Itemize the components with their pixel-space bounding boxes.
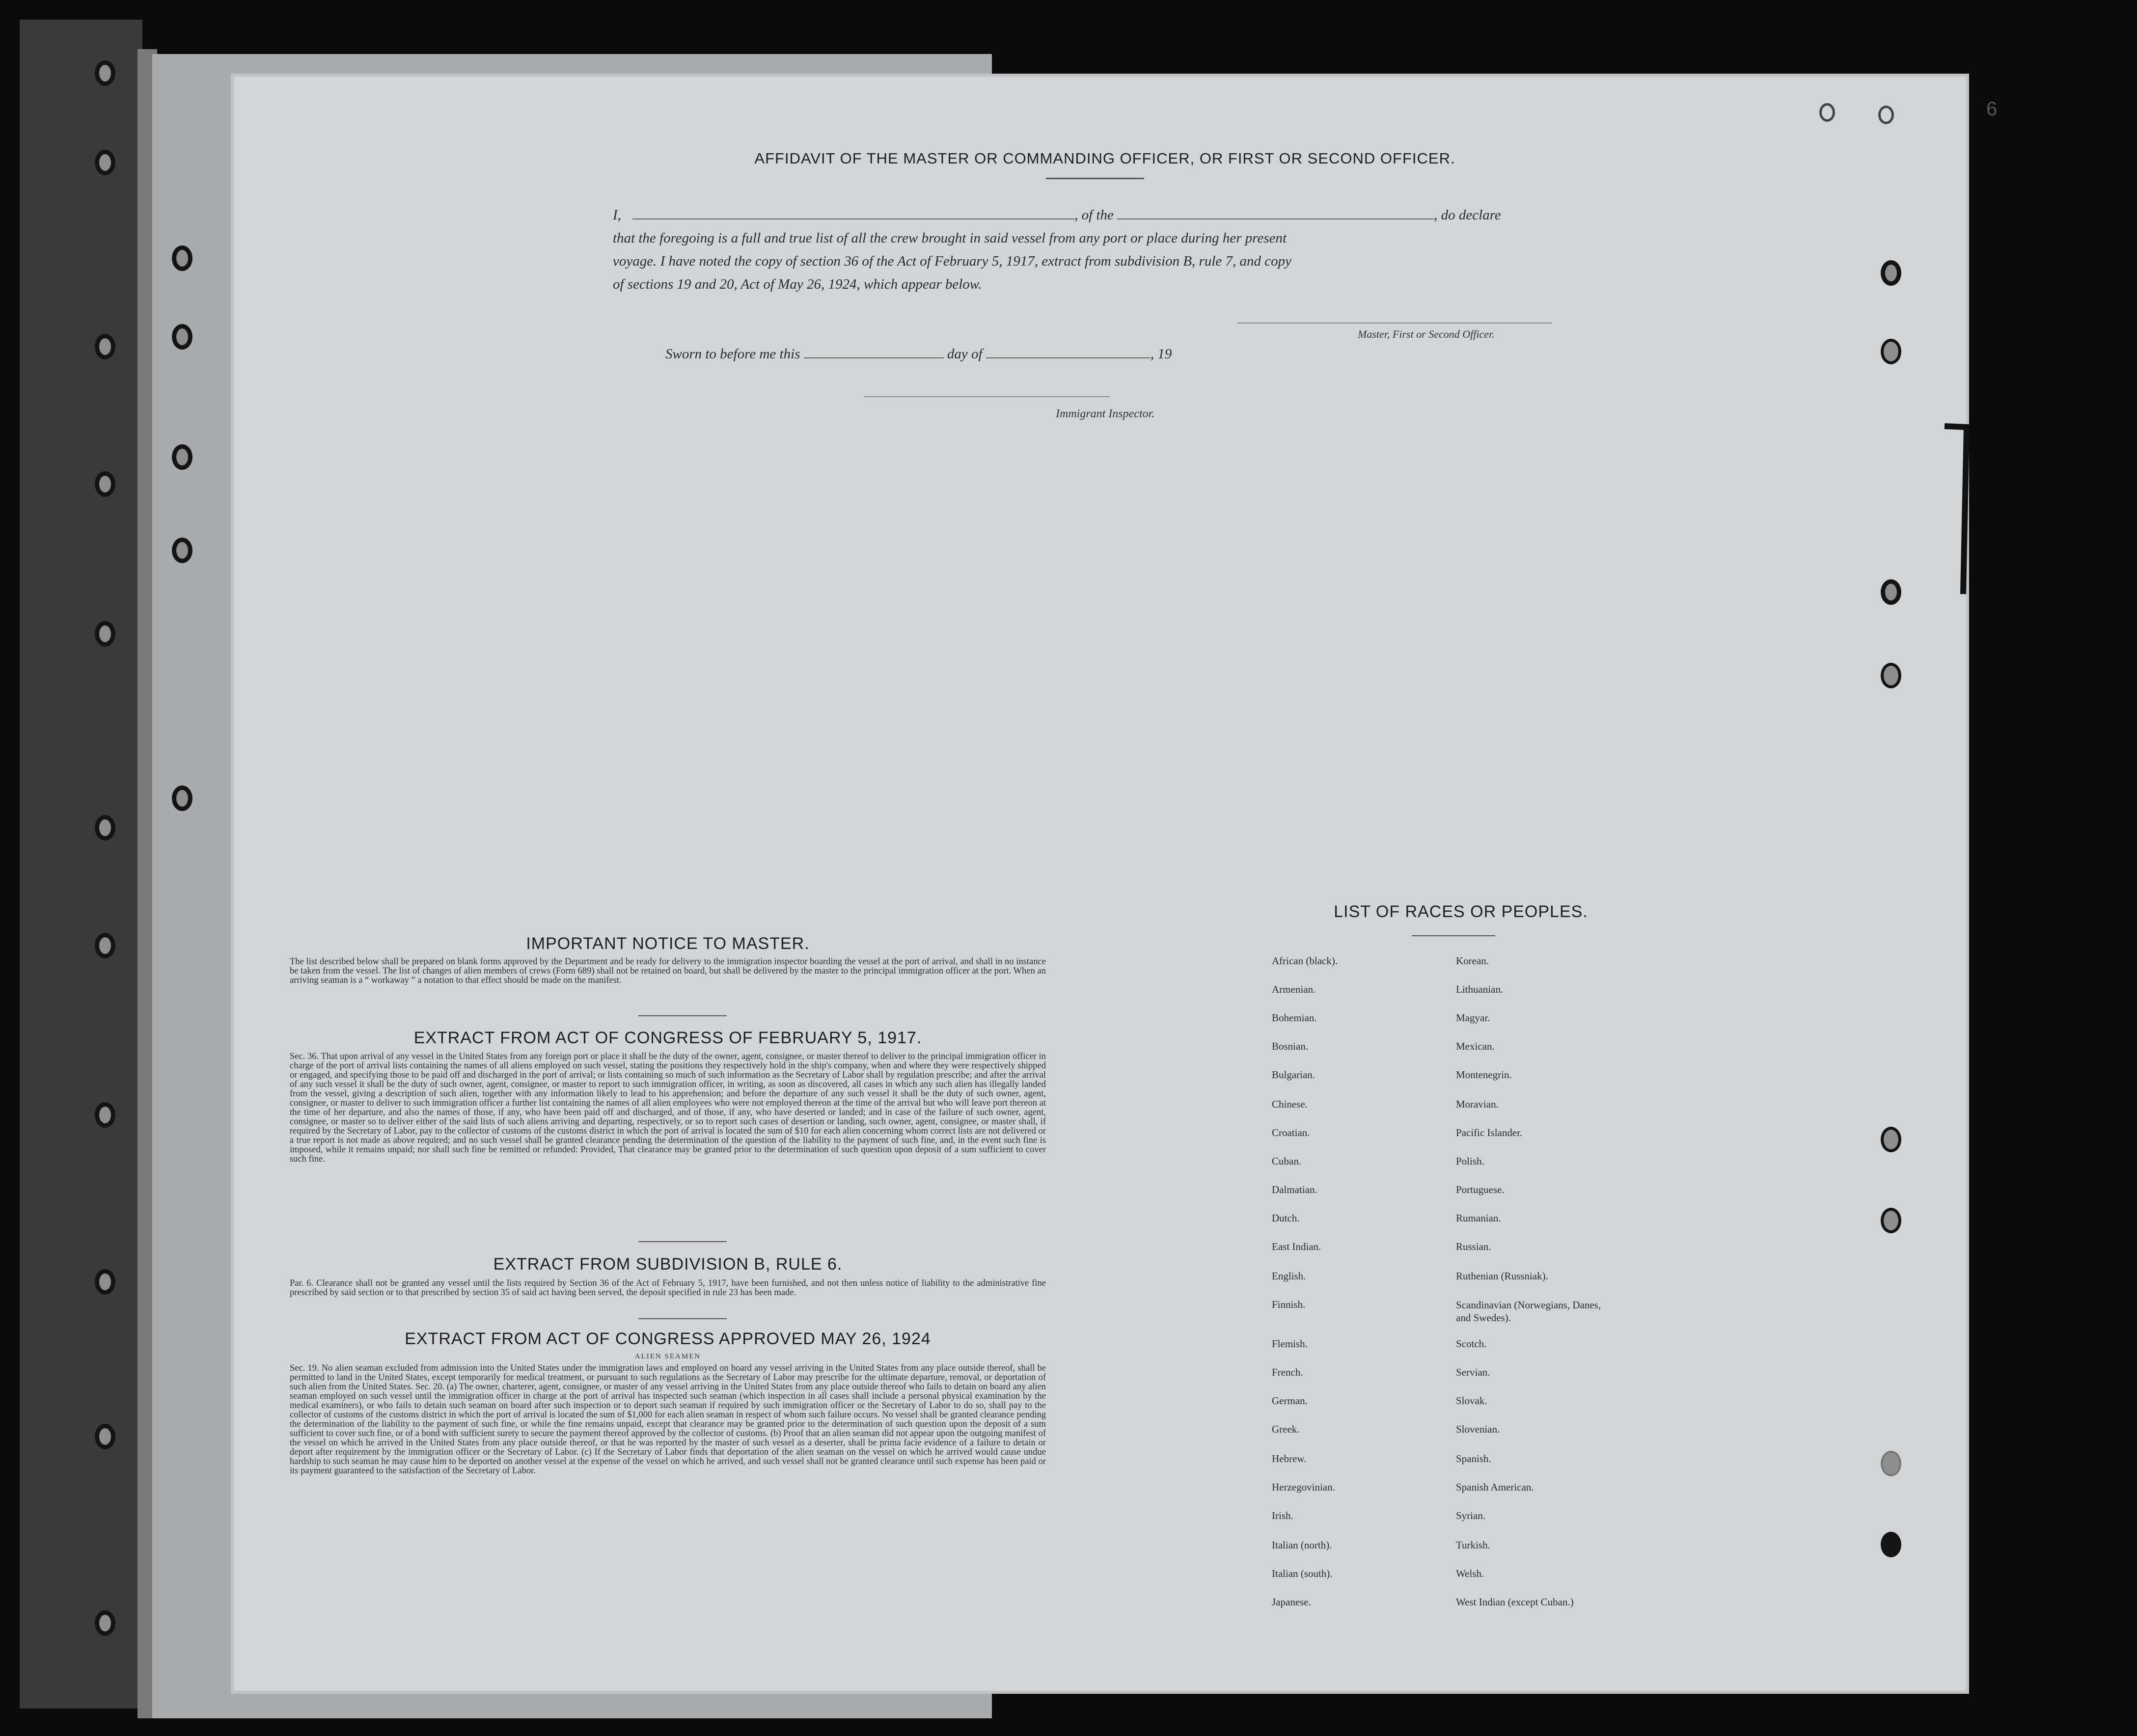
race-item-left-11: English. [1272, 1270, 1306, 1282]
sworn-year-label: , 19 [1150, 346, 1172, 362]
inspector-signature-label: Immigrant Inspector. [1056, 407, 1155, 420]
inspector-signature-line[interactable] [864, 396, 1110, 397]
binder-hole [95, 815, 115, 841]
margin-bracket-mark [1940, 422, 1979, 599]
race-item-left-21: Italian (south). [1272, 1568, 1333, 1579]
extract-1924-body: Sec. 19. No alien seaman excluded from admission into the United States under the immigration laws and employed on board any vessel arriving in the United States from any place outside thereof, shall be permitted to land in the United States, except temporarily for medical treatment, or pursuant to such regulations as the Secretary of Labor may prescribe for the ultimate departure, removal, or deportation of such alien from the United States. Sec. 20. (a) The owner, charterer, agent, consignee, or master of any vessel arriving in the United States from any place outside thereof who fails to detain on board any alien seaman employed on such vessel until the immigration officer in charge at the port of arrival has inspected such seaman (which inspection in all cases shall include a personal physical examination by the medical examiners), or who fails to detain such seaman on board after such inspection or to deport such seaman if required by such immigration officer or the Secretary of Labor to do so, shall pay to the collector of customs of the customs district in which the port of arrival is located the sum of $1,000 for each alien seaman in respect of whom such failure occurs. No vessel shall be granted clearance pending the determination of the liability to the payment of such fine, or while the fine remains unpaid, except that clearance may be granted prior to the determination of such question upon the deposit of a sum sufficient to cover such fine, or of a bond with sufficient surety to secure the payment thereof approved by the collector of customs. (b) Proof that an alien seaman did not appear upon the outgoing manifest of the vessel on which he arrived in the United States from any place outside thereof, or that he was reported by the master of such vessel as a deserter, shall be prima facie evidence of a failure to detain or deport after requirement by the immigration officer or the Secretary of Labor. (c) If the Secretary of Labor finds that deportation of the alien seaman on the vessel on which he arrived would cause undue hardship to such seaman he may cause him to be deported on another vessel at the expense of the vessel on which he arrived, and such vessel shall not be granted clearance until such expense has been paid or its payment guaranteed to the satisfaction of the Secretary of Labor. [290, 1363, 1046, 1476]
race-item-left-1: Armenian. [1272, 983, 1316, 995]
notice-divider [638, 1015, 727, 1016]
race-item-left-3: Bosnian. [1272, 1040, 1309, 1052]
race-item-right-10: Russian. [1456, 1241, 1491, 1252]
extract-1917-title: EXTRACT FROM ACT OF CONGRESS OF FEBRUARY 5, 1917. [413, 1029, 922, 1047]
extract-rule6-divider [638, 1318, 727, 1319]
sworn-line [665, 346, 1172, 362]
race-item-left-15: German. [1272, 1395, 1308, 1407]
affidavit-i: I, [613, 207, 621, 223]
race-item-right-14: Servian. [1456, 1366, 1490, 1378]
binder-hole [95, 1610, 115, 1636]
race-item-left-20: Italian (north). [1272, 1539, 1332, 1551]
name-blank[interactable] [632, 218, 1074, 219]
race-item-right-8: Portuguese. [1456, 1184, 1505, 1195]
race-item-left-0: African (black). [1272, 955, 1338, 967]
race-item-left-18: Herzegovinian. [1272, 1481, 1335, 1493]
master-signature-label: Master, First or Second Officer. [1358, 328, 1495, 340]
race-item-right-1: Lithuanian. [1456, 983, 1504, 995]
page-hole [1881, 579, 1901, 605]
master-signature-line[interactable] [1237, 323, 1552, 324]
race-item-right-6: Pacific Islander. [1456, 1127, 1523, 1139]
race-item-left-14: French. [1272, 1366, 1303, 1378]
race-item-right-20: Turkish. [1456, 1539, 1490, 1551]
race-item-left-7: Cuban. [1272, 1155, 1302, 1167]
race-item-right-4: Montenegrin. [1456, 1069, 1512, 1081]
race-item-right-7: Polish. [1456, 1155, 1484, 1167]
binder-hole [95, 621, 115, 647]
race-item-left-9: Dutch. [1272, 1212, 1300, 1224]
race-item-left-22: Japanese. [1272, 1596, 1311, 1608]
race-item-left-10: East Indian. [1272, 1241, 1321, 1252]
races-title: LIST OF RACES OR PEOPLES. [1334, 902, 1588, 921]
binder-hole [95, 334, 115, 359]
affidavit-declare: , do declare [1434, 207, 1501, 223]
page-hole [1881, 663, 1901, 688]
race-item-right-9: Rumanian. [1456, 1212, 1501, 1224]
extract-1917-body: Sec. 36. That upon arrival of any vessel in the United States from any foreign port or place it shall be the duty of the owner, agent, consignee, or master thereof to deliver to the principal immigration officer in charge of the port of arrival lists containing the names of all aliens employed on such vessel, stating the positions they respectively hold in the ship's company, when and where they were respectively shipped or engaged, and specifying those to be paid off and discharged in the port of arrival; or lists containing so much of such information as the Secretary of Labor shall by regulation prescribe; and after the arrival of any such vessel it shall be the duty of such owner, agent, consignee, or master to report to such immigration officer, in writing, as soon as discovered, all cases in which any such alien has illegally landed from the vessel, giving a description of such alien, together with any information likely to lead to his apprehension; and before the departure of any such vessel it shall be the duty of such owner, agent, consignee, or master to deliver to such immigration officer a further list containing the names of all alien employees who were not employed thereon at the time of the arrival but who will leave port thereon at the time of her departure, and also the names of those, if any, who have been paid off and discharged, and of those, if any, who have deserted or landed; and in case of the failure of such owner, agent, consignee, or master so to deliver either of the said lists of such aliens arriving and departing, respectively, or so to report such cases of desertion or landing, such owner, agent, consignee, or master shall, if required by the Secretary of Labor, pay to the collector of customs of the customs district in which the port of arrival is located the sum of $10 for each alien concerning whom correct lists are not delivered or a true report is not made as above required; and no such vessel shall be granted clearance pending the determination of the question of the liability to the payment of such fine, and, in the event such fine is imposed, while it remains unpaid; nor shall such fine be remitted or refunded: Provided, That clearance may be granted prior to the determination of such question upon deposit of a sum sufficient to cover such fine. [290, 1052, 1046, 1164]
sheet-hole [172, 786, 192, 811]
race-item-left-16: Greek. [1272, 1423, 1300, 1435]
race-item-left-4: Bulgarian. [1272, 1069, 1315, 1081]
race-item-right-21: Welsh. [1456, 1568, 1484, 1579]
race-item-right-12: Scandinavian (Norwegians, Danes, and Swedes). [1456, 1299, 1601, 1324]
binder-hole [95, 150, 115, 175]
race-item-right-17: Spanish. [1456, 1453, 1491, 1465]
race-item-right-3: Mexican. [1456, 1040, 1495, 1052]
extract-1917-divider [638, 1241, 727, 1242]
affidavit-title: AFFIDAVIT OF THE MASTER OR COMMANDING OFFICER, OR FIRST OR SECOND OFFICER. [754, 150, 1455, 167]
race-item-right-22: West Indian (except Cuban.) [1456, 1596, 1574, 1608]
extract-rule6-title: EXTRACT FROM SUBDIVISION B, RULE 6. [493, 1255, 843, 1274]
affidavit-line-2: that the foregoing is a full and true list of all the crew brought in said vessel from any port or place during her present [613, 230, 1287, 246]
race-item-left-12: Finnish. [1272, 1299, 1306, 1310]
vessel-blank[interactable] [1117, 218, 1434, 219]
affidavit-line-4: of sections 19 and 20, Act of May 26, 1924, which appear below. [613, 276, 982, 292]
race-item-left-8: Dalmatian. [1272, 1184, 1317, 1195]
race-item-left-19: Irish. [1272, 1510, 1293, 1521]
page-hole [1881, 1208, 1901, 1233]
notice-body: The list described below shall be prepared on blank forms approved by the Department and be ready for delivery to the immigration inspector boarding the vessel at the port of arrival, and shall in no instance be taken from the vessel. The list of changes of alien members of crews (Form 689) shall not be retained on board, but shall be delivered by the master to the principal immigration officer at the port. When an arriving seaman is a “ workaway ” a notation to that effect should be made on the manifest. [290, 957, 1046, 985]
race-item-right-0: Korean. [1456, 955, 1489, 967]
race-item-right-5: Moravian. [1456, 1098, 1499, 1110]
page-hole [1881, 1127, 1901, 1152]
notice-title: IMPORTANT NOTICE TO MASTER. [526, 934, 810, 953]
sheet-hole [172, 324, 192, 350]
binder-hole [95, 933, 115, 958]
page-hole [1878, 106, 1894, 124]
sworn-month-blank[interactable] [986, 357, 1151, 358]
binder-background [20, 20, 142, 1709]
affidavit-line-1 [613, 204, 1595, 227]
sworn-prefix: Sworn to before me this [665, 346, 800, 362]
race-item-right-19: Syrian. [1456, 1510, 1486, 1521]
race-item-right-18: Spanish American. [1456, 1481, 1534, 1493]
affidavit-body [613, 204, 1595, 296]
sheet-hole [172, 245, 192, 271]
affidavit-of-the: , of the [1074, 207, 1114, 223]
race-item-left-6: Croatian. [1272, 1127, 1310, 1139]
binder-hole [95, 471, 115, 497]
extract-1924-title: EXTRACT FROM ACT OF CONGRESS APPROVED MAY 26, 1924 [405, 1329, 931, 1348]
extract-1924-subtitle: ALIEN SEAMEN [634, 1353, 701, 1360]
page-number-mark: 6 [1986, 98, 1998, 120]
race-item-left-2: Bohemian. [1272, 1012, 1317, 1024]
sheet-hole [172, 538, 192, 563]
race-item-right-16: Slovenian. [1456, 1423, 1500, 1435]
extract-rule6-body: Par. 6. Clearance shall not be granted any vessel until the lists required by Section 36 of the Act of February 5, 1917, have been furnished, and not then unless notice of liability to the administrative fine prescribed by said section or to that prescribed by section 35 of said act having been served, the deposit specified in rule 23 has been made. [290, 1278, 1046, 1298]
race-item-right-2: Magyar. [1456, 1012, 1490, 1024]
affidavit-title-divider [1046, 178, 1144, 179]
page-hole [1819, 103, 1835, 122]
sheet-hole [172, 444, 192, 470]
binder-hole [95, 1424, 115, 1449]
page-hole [1881, 339, 1901, 364]
race-item-right-11: Ruthenian (Russniak). [1456, 1270, 1548, 1282]
race-item-right-13: Scotch. [1456, 1338, 1487, 1350]
sworn-day-blank[interactable] [804, 357, 944, 358]
race-item-left-5: Chinese. [1272, 1098, 1308, 1110]
race-item-left-17: Hebrew. [1272, 1453, 1307, 1465]
affidavit-line-3: voyage. I have noted the copy of section 36 of the Act of February 5, 1917, extract from subdivision B, rule 7, and copy [613, 253, 1292, 269]
binder-hole [95, 1102, 115, 1128]
binder-hole [95, 1269, 115, 1295]
binder-hole [95, 60, 115, 86]
page-hole [1881, 260, 1901, 286]
sworn-day-label: day of [947, 346, 983, 362]
race-item-right-15: Slovak. [1456, 1395, 1487, 1407]
races-title-divider [1412, 935, 1495, 936]
race-item-left-13: Flemish. [1272, 1338, 1308, 1350]
page-hole [1881, 1451, 1901, 1476]
page-hole [1881, 1532, 1901, 1557]
